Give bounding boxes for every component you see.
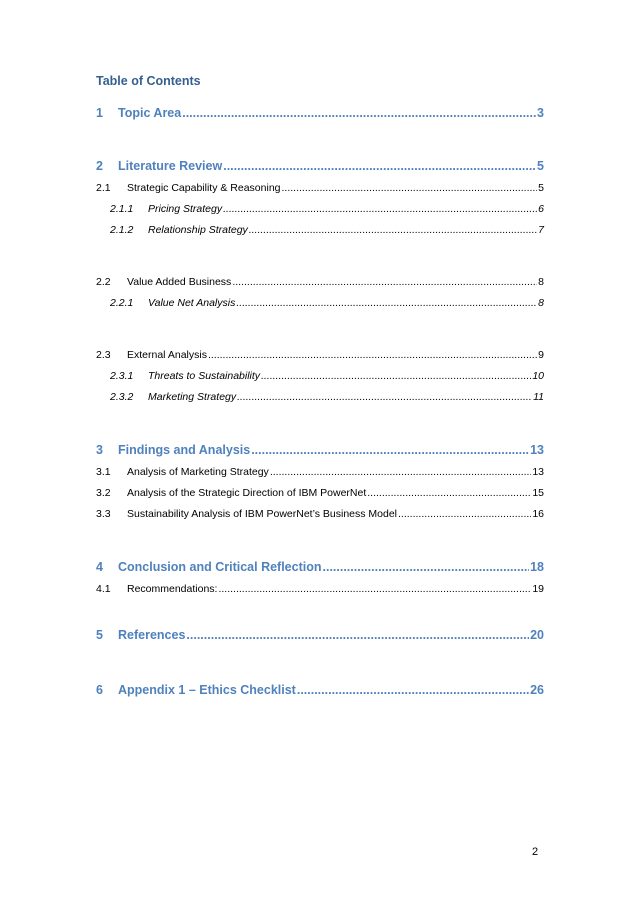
toc-entry-2-2[interactable] — [96, 276, 544, 288]
toc-entry-number: 5 — [96, 628, 103, 642]
toc-entry-page: 6 — [538, 203, 544, 215]
toc-entry-text: Threats to Sustainability — [148, 370, 261, 382]
toc-entry-6[interactable] — [96, 683, 544, 697]
toc-entry-page: 5 — [538, 182, 544, 194]
toc-entry-3-1[interactable] — [96, 466, 544, 478]
toc-entry-page: 8 — [538, 276, 544, 288]
toc-leader-dots — [297, 683, 529, 697]
toc-leader-dots — [223, 203, 537, 215]
toc-leader-dots — [186, 628, 529, 642]
toc-leader-dots — [223, 159, 536, 173]
toc-entry-3-3[interactable] — [96, 508, 544, 520]
toc-entry-text: Analysis of Marketing Strategy — [127, 466, 269, 478]
toc-entry-page: 13 — [530, 443, 544, 457]
toc-entry-number: 6 — [96, 683, 103, 697]
toc-entry-2-1-2[interactable] — [110, 224, 544, 236]
toc-leader-dots — [398, 508, 531, 520]
toc-entry-page: 8 — [538, 297, 544, 309]
toc-entry-page: 5 — [537, 159, 544, 173]
toc-entry-2-2-1[interactable] — [110, 297, 544, 309]
toc-entry-number: 1 — [96, 106, 103, 120]
toc-entry-text: Conclusion and Critical Reflection — [118, 560, 322, 574]
toc-entry-page: 26 — [530, 683, 544, 697]
toc-entry-page: 11 — [533, 391, 544, 403]
toc-entry-2-3-1[interactable] — [110, 370, 544, 382]
page-number: 2 — [532, 846, 539, 858]
toc-entry-page: 7 — [538, 224, 544, 236]
toc-entry-text: External Analysis — [127, 349, 207, 361]
toc-entry-text: Analysis of the Strategic Direction of IBM PowerNet — [127, 487, 367, 499]
toc-entry-2[interactable] — [96, 159, 544, 173]
toc-entry-page: 15 — [532, 487, 544, 499]
toc-entry-text: Literature Review — [118, 159, 223, 173]
toc-leader-dots — [251, 443, 529, 457]
toc-leader-dots — [282, 182, 538, 194]
toc-entry-page: 19 — [532, 583, 544, 595]
toc-entry-number: 2.1.1 — [110, 203, 134, 215]
toc-entry-text: Value Net Analysis — [148, 297, 236, 309]
toc-entry-page: 10 — [532, 370, 544, 382]
toc-entry-text: Strategic Capability & Reasoning — [127, 182, 281, 194]
toc-entry-number: 4 — [96, 560, 103, 574]
toc-leader-dots — [232, 276, 537, 288]
toc-entry-4[interactable] — [96, 560, 544, 574]
toc-entry-number: 2 — [96, 159, 103, 173]
toc-entry-text: Findings and Analysis — [118, 443, 251, 457]
toc-entry-3[interactable] — [96, 443, 544, 457]
toc-leader-dots — [323, 560, 530, 574]
toc-entry-page: 16 — [532, 508, 544, 520]
toc-entry-page: 13 — [532, 466, 544, 478]
toc-leader-dots — [249, 224, 537, 236]
toc-leader-dots — [367, 487, 531, 499]
toc-leader-dots — [237, 391, 532, 403]
toc-entry-number: 2.2.1 — [110, 297, 134, 309]
toc-leader-dots — [270, 466, 532, 478]
toc-entry-number: 3 — [96, 443, 103, 457]
toc-entry-4-1[interactable] — [96, 583, 544, 595]
toc-entry-number: 2.3.2 — [110, 391, 134, 403]
toc-entry-number: 3.1 — [96, 466, 111, 478]
toc-entry-number: 2.2 — [96, 276, 111, 288]
toc-entry-text: Marketing Strategy — [148, 391, 237, 403]
toc-entry-text: Appendix 1 – Ethics Checklist — [118, 683, 296, 697]
toc-leader-dots — [208, 349, 537, 361]
toc-entry-number: 2.1 — [96, 182, 111, 194]
toc-entry-2-3-2[interactable] — [110, 391, 544, 403]
toc-entry-3-2[interactable] — [96, 487, 544, 499]
toc-entry-1[interactable] — [96, 106, 544, 120]
toc-entry-text: Recommendations: — [127, 583, 218, 595]
toc-title: Table of Contents — [96, 74, 201, 88]
toc-entry-page: 3 — [537, 106, 544, 120]
toc-entry-text: Relationship Strategy — [148, 224, 248, 236]
toc-entry-number: 2.1.2 — [110, 224, 134, 236]
toc-entry-2-3[interactable] — [96, 349, 544, 361]
toc-entry-number: 2.3.1 — [110, 370, 134, 382]
toc-entry-page: 9 — [538, 349, 544, 361]
toc-entry-text: Pricing Strategy — [148, 203, 223, 215]
toc-entry-text: References — [118, 628, 186, 642]
toc-leader-dots — [261, 370, 531, 382]
toc-entry-number: 2.3 — [96, 349, 111, 361]
toc-entry-page: 20 — [530, 628, 544, 642]
toc-leader-dots — [218, 583, 531, 595]
toc-entry-2-1-1[interactable] — [110, 203, 544, 215]
toc-entry-5[interactable] — [96, 628, 544, 642]
toc-leader-dots — [182, 106, 536, 120]
toc-entry-page: 18 — [530, 560, 544, 574]
toc-entry-text: Value Added Business — [127, 276, 232, 288]
toc-entry-number: 4.1 — [96, 583, 111, 595]
toc-entry-number: 3.3 — [96, 508, 111, 520]
toc-entry-number: 3.2 — [96, 487, 111, 499]
toc-entry-text: Topic Area — [118, 106, 182, 120]
toc-entry-2-1[interactable] — [96, 182, 544, 194]
toc-entry-text: Sustainability Analysis of IBM PowerNet’s Business Model — [127, 508, 398, 520]
toc-leader-dots — [236, 297, 537, 309]
